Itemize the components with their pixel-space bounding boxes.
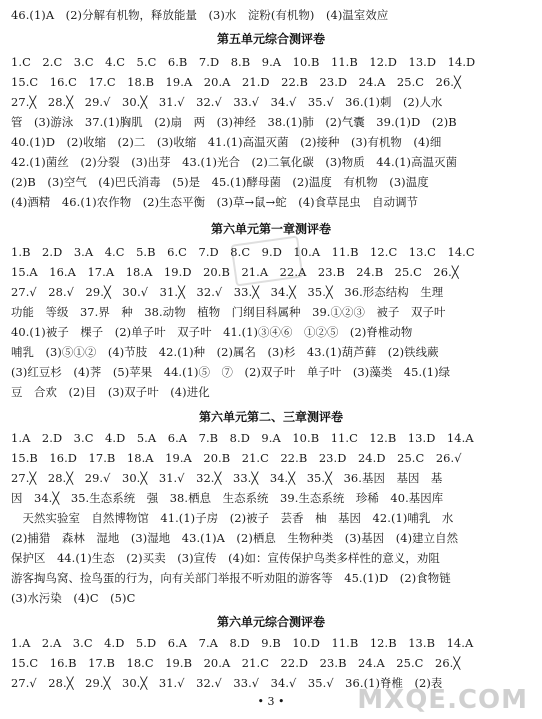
answer-line: (2)捕猎 森林 湿地 (3)湿地 43.(1)A (2)栖息 生物种类 (3)基因 (4)建立自然 [11, 531, 459, 545]
section-heading: 第六单元综合测评卷 [216, 615, 325, 629]
answer-line: 15.B 16.D 17.B 18.A 19.A 20.B 21.C 22.B 23.D 24.D 25.C 26.√ [11, 451, 462, 465]
answer-line: 管 (3)游泳 37.(1)胸肌 (2)扇 两 (3)神经 38.(1)肺 (2)气囊 39.(1)D (2)B [11, 115, 457, 129]
answer-line: 1.B 2.D 3.A 4.C 5.B 6.C 7.D 8.C 9.D 10.A 11.B 12.C 13.C 14.C [11, 245, 475, 259]
answer-line: (4)酒精 46.(1)农作物 (2)生态平衡 (3)草→鼠→蛇 (4)食草昆虫 自动调节 [11, 195, 419, 209]
watermark-logo: MXQE.COM [357, 685, 528, 715]
answer-line: 27.√ 28.╳ 29.╳ 30.╳ 31.√ 32.√ 33.√ 34.√ 35.√ 36.(1)脊椎 (2)表 [11, 676, 443, 690]
answer-line: 42.(1)菌丝 (2)分裂 (3)出芽 43.(1)光合 (2)二氧化碳 (3)物质 44.(1)高温灭菌 [11, 155, 458, 169]
answer-line: 27.√ 28.√ 29.╳ 30.√ 31.╳ 32.√ 33.╳ 34.╳ 35.╳ 36.形态结构 生理 [11, 285, 444, 299]
answer-line: 15.C 16.C 17.C 18.B 19.A 20.A 21.D 22.B 23.D 24.A 25.C 26.╳ [11, 75, 461, 89]
answer-line: 豆 合欢 (2)目 (3)双子叶 (4)进化 [11, 385, 210, 399]
answer-line: 27.╳ 28.╳ 29.√ 30.╳ 31.√ 32.╳ 33.╳ 34.╳ 35.╳ 36.基因 基因 基 [11, 471, 443, 485]
answer-line: 1.C 2.C 3.C 4.C 5.C 6.B 7.D 8.B 9.A 10.B 11.B 12.D 13.D 14.D [11, 55, 476, 69]
answer-line: 功能 等级 37.界 种 38.动物 植物 门纲目科属种 39.①②③ 被子 双子叶 [11, 305, 446, 319]
answer-line: 40.(1)D (2)收缩 (2)二 (3)收缩 41.(1)高温灭菌 (2)接种 (3)有机物 (4)细 [11, 135, 442, 149]
answer-line: 46.(1)A (2)分解有机物，释放能量 (3)水 淀粉(有机物) (4)温室效应 [11, 8, 389, 22]
answer-line: 40.(1)被子 棵子 (2)单子叶 双子叶 41.(1)③④⑥ ①②⑤ (2)脊椎动物 [11, 325, 413, 339]
answer-line: 游客掏鸟窝、捡鸟蛋的行为，向有关部门举报不听劝阻的游客等 45.(1)D (2)食物链 [11, 571, 451, 585]
answer-line: (2)B (3)空气 (4)巴氏消毒 (5)是 45.(1)酵母菌 (2)温度 有机物 (3)温度 [11, 175, 429, 189]
answer-line: 15.C 16.B 17.B 18.C 19.B 20.A 21.C 22.D 23.B 24.A 25.C 26.╳ [11, 656, 461, 670]
section-heading: 第六单元第二、三章测评卷 [198, 410, 343, 424]
answer-line: 哺乳 (3)⑤①② (4)节肢 42.(1)种 (2)属名 (3)杉 43.(1)葫芦藓 (2)铁线蕨 [11, 345, 439, 359]
answer-line: (3)水污染 (4)C (5)C [11, 591, 136, 605]
section-heading: 第六单元第一章测评卷 [210, 222, 331, 236]
answer-line: 天然实验室 自然博物馆 41.(1)子房 (2)被子 芸香 柚 基因 42.(1)哺乳 水 [11, 511, 454, 525]
answer-line: (3)红豆杉 (4)荠 (5)苹果 44.(1)⑤ ⑦ (2)双子叶 单子叶 (3)藻类 45.(1)绿 [11, 365, 451, 379]
page-number: • 3 • [257, 695, 285, 708]
answer-line: 27.╳ 28.╳ 29.√ 30.╳ 31.√ 32.√ 33.√ 34.√ 35.√ 36.(1)刺 (2)人水 [11, 95, 443, 109]
answer-line: 1.A 2.A 3.C 4.D 5.D 6.A 7.A 8.D 9.B 10.D 11.B 12.B 13.B 14.A [11, 636, 474, 650]
answer-line: 1.A 2.D 3.C 4.D 5.A 6.A 7.B 8.D 9.A 10.B 11.C 12.B 13.D 14.A [11, 431, 474, 445]
answer-line: 因 34.╳ 35.生态系统 强 38.栖息 生态系统 39.生态系统 珍稀 40.基因库 [11, 491, 444, 505]
section-heading: 第五单元综合测评卷 [216, 32, 325, 46]
answer-line: 保护区 44.(1)生态 (2)买卖 (3)宣传 (4)如：宣传保护鸟类多样性的意义，劝阻 [11, 551, 440, 565]
answer-line: 15.A 16.A 17.A 18.A 19.D 20.B 21.A 22.A 23.B 24.B 25.C 26.╳ [11, 265, 459, 279]
